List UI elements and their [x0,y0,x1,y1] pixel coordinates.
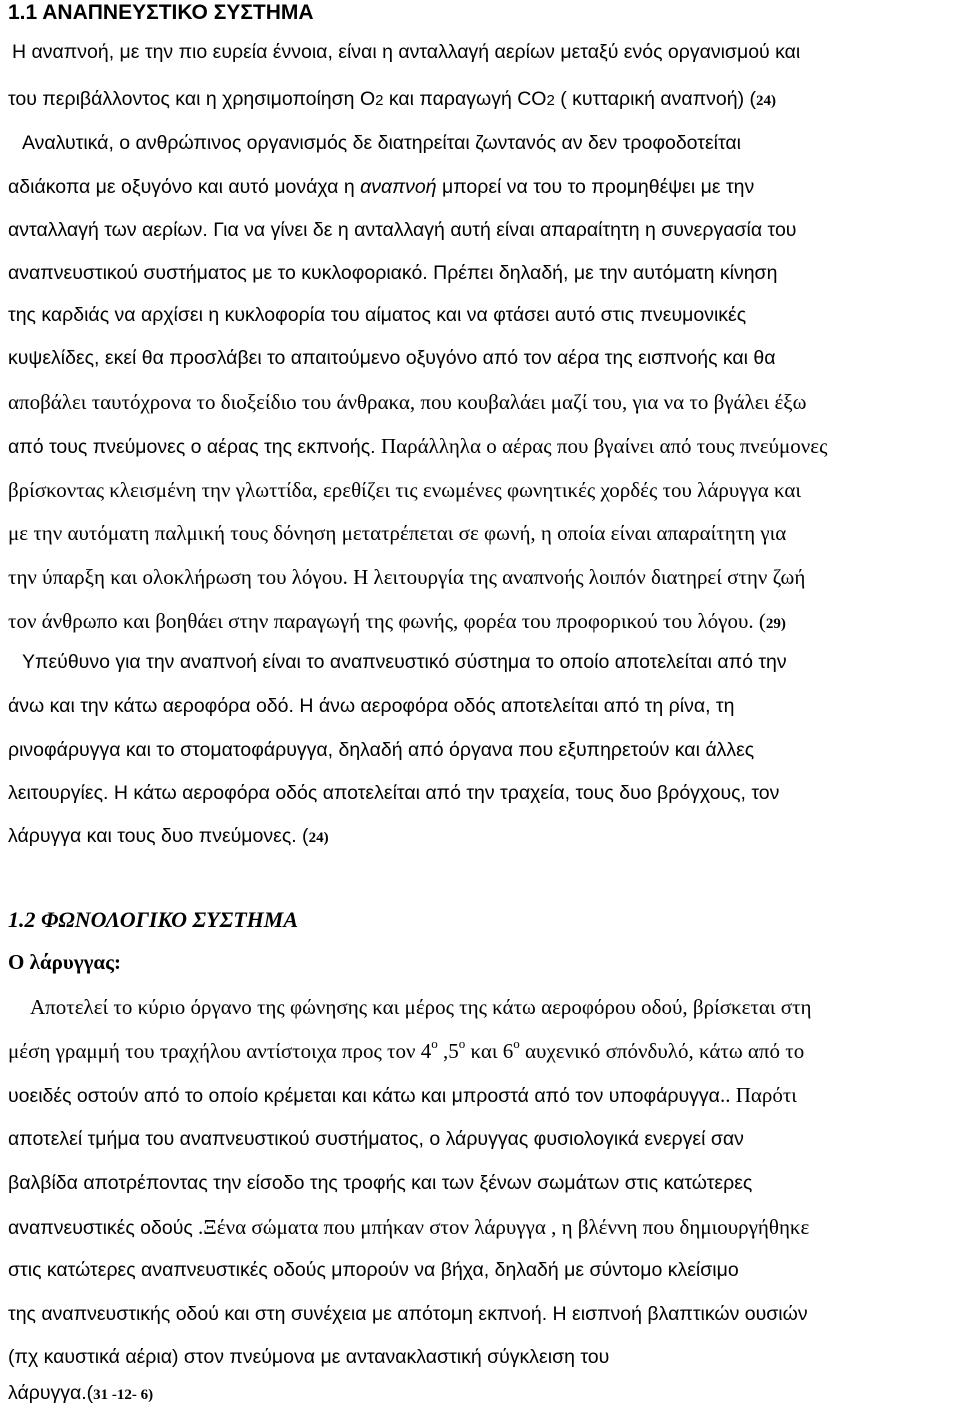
subheading-text: Ο λάρυγγας: [8,950,121,974]
reference-number: 29) [765,616,786,632]
paragraph-line [8,1340,954,1374]
paragraph-line [8,385,954,419]
paragraph-line [8,560,954,594]
line-text: Πρέπει δηλαδή, με την αυτόματη κίνηση [433,262,778,284]
line-text: ανταλλαγή των αερίων. Για να γίνει δε η ανταλλαγή αυτή είναι απαραίτητη η συνεργασία του [8,219,797,241]
paragraph-line [8,341,954,375]
line-text: λάρυγγα.( [8,1382,94,1404]
paragraph-line [8,170,954,204]
line-text: λάρυγγα και τους δυο πνεύμονες. ( [8,825,309,847]
line-text: και παραγωγή CO [383,88,547,110]
line-text: Η κάτω αεροφόρα οδός αποτελείται από την τραχεία, τους δυο βρόγχους, τον [113,782,780,804]
ordinal-superscript: ο [458,1036,466,1051]
reference-number: 24) [756,93,777,109]
line-text: βαλβίδα αποτρέποντας την είσοδο της τροφής και των ξένων σωμάτων στις κατώτερες [8,1172,753,1194]
line-text: άνω και την κάτω αεροφόρα οδό. [8,695,300,717]
paragraph-line [8,1166,954,1200]
line-text: Υπεύθυνο για την αναπνοή είναι το αναπνευστικό σύστημα το οποίο αποτελείται από την [22,651,787,673]
section-heading-phonological [8,903,954,937]
paragraph-line [8,213,954,247]
line-text: Αποτελεί το κύριο όργανο της φώνησης και μέρος της κάτω αεροφόρου οδού, βρίσκεται στη [30,995,812,1019]
paragraph-line [8,256,954,290]
subscript-2: 2 [375,92,384,109]
line-text: ( κυτταρική αναπνοή) ( [554,88,757,110]
line-text: στις κατώτερες αναπνευστικές οδούς μπορούν να βήχα, δηλαδή με σύντομο κλείσιμο [8,1259,739,1281]
reference-number: 24) [308,830,329,846]
section-heading-respiratory [8,0,954,30]
paragraph-line [8,82,954,116]
line-text: αποβάλει ταυτόχρονα το διοξείδιο του άνθρακα, που κουβαλάει μαζί του, για να το βγάλει έξω [8,390,807,414]
line-text: (πχ καυστικά αέρια) στον πνεύμονα με αντανακλαστική σύγκλειση του [8,1346,610,1368]
paragraph-line [8,1034,954,1068]
line-text: Αναλυτικά, ο ανθρώπινος οργανισμός δε διατηρείται ζωντανός αν δεν τροφοδοτείται [22,132,742,154]
line-text: της καρδιάς να αρχίσει η κυκλοφορία του αίματος και να φτάσει αυτό στις πνευμονικές [8,304,747,326]
subheading-larynx [8,945,954,979]
heading-text: 1.2 ΦΩΝΟΛΟΓΙΚΟ ΣΥΣΤΗΜΑ [8,907,299,932]
reference-number: 31 -12- 6) [93,1387,154,1403]
ordinal-superscript: ο [513,1036,520,1051]
line-text: .. Παρότι [719,1083,797,1107]
paragraph-line [8,473,954,507]
paragraph-line [8,604,954,638]
line-text: ρινοφάρυγγα και το στοματοφάρυγγα, δηλαδή από όργανα που εξυπηρετούν και άλλες [8,739,755,761]
line-text: Η λειτουργία της αναπνοής λοιπόν διατηρεί στην ζωή [353,565,806,589]
paragraph-line [8,689,954,723]
paragraph-line [8,1297,954,1331]
paragraph-line [8,1210,954,1244]
paragraph-line [8,298,954,332]
line-text: Η άνω αεροφόρα οδός αποτελείται από τη ρίνα, τη [299,695,735,717]
paragraph-line [30,990,954,1024]
line-text: κυψελίδες, εκεί θα προσλάβει το απαιτούμενο οξυγόνο από τον αέρα της εισπνοής και θα [8,347,776,369]
paragraph-line [8,1078,954,1112]
line-text: υοειδές οστούν από το οποίο κρέμεται και κάτω και μπροστά από τον υποφάρυγγα [8,1085,720,1107]
paragraph-line [8,733,954,767]
line-text: αυχενικό σπόνδυλό, κάτω από το [519,1039,805,1063]
line-text: Η εισπνοή βλαπτικών ουσιών [552,1303,808,1325]
line-text: τον άνθρωπο και βοηθάει στην παραγωγή της φωνής, φορέα του προφορικού του λόγου. ( [8,609,766,633]
line-text: .Ξένα σώματα που μπήκαν στον λάρυγγα , η βλέννη που δημιουργήθηκε [192,1215,810,1239]
line-text: της αναπνευστικής οδού και στη συνέχεια με απότομη εκπνοή. [8,1303,553,1325]
line-text: αναπνευστικού συστήματος με το κυκλοφοριακό. [8,262,434,284]
line-text: μέση γραμμή του τραχήλου αντίστοιχα προς τον 4 [8,1039,432,1063]
italic-word: αναπνοή [360,176,437,198]
line-text: με την αυτόματη παλμική τους δόνηση μετατρέπεται σε φωνή, η οποία είναι απαραίτητη για [8,521,787,545]
paragraph-line [8,1253,954,1287]
line-text: και 6 [465,1039,514,1063]
paragraph-line [8,429,954,463]
paragraph-line [8,776,954,810]
line-text: ,5 [437,1039,459,1063]
heading-text: 1.1 ΑΝΑΠΝΕΥΣΤΙΚΟ ΣΥΣΤΗΜΑ [8,1,314,24]
paragraph-line [8,819,954,853]
subscript-2: 2 [546,92,555,109]
line-text: Η αναπνοή, με την πιο ευρεία έννοια, είναι η ανταλλαγή αερίων μεταξύ ενός οργανισμού και [12,41,801,63]
ordinal-superscript: ο [431,1036,438,1051]
paragraph-line [8,1376,954,1410]
paragraph-line [22,645,960,679]
line-text: αναπνευστικές οδούς [8,1217,193,1239]
paragraph-line [8,516,954,550]
paragraph-line [22,126,960,160]
line-text: από τους πνεύμονες ο αέρας της εκπνοής. [8,436,381,458]
line-text: αποτελεί τμήμα του αναπνευστικού συστήματος, ο λάρυγγας φυσιολογικά ενεργεί σαν [8,1128,744,1150]
line-text: μπορεί να του το προμηθέψει με την [436,176,755,198]
paragraph-line [8,1122,954,1156]
line-text: του περιβάλλοντος και η χρησιμοποίηση O [8,88,376,110]
line-text: την ύπαρξη και ολοκλήρωση του λόγου. [8,565,354,589]
line-text: λειτουργίες. [8,782,114,804]
line-text: αδιάκοπα με οξυγόνο και αυτό μονάχα η [8,176,361,198]
line-text: βρίσκοντας κλεισμένη την γλωττίδα, ερεθίζει τις ενωμένες φωνητικές χορδές του λάρυγγα και [8,478,802,502]
line-text: Παράλληλα ο αέρας που βγαίνει από τους πνεύμονες [381,434,828,458]
paragraph-line [12,35,958,69]
